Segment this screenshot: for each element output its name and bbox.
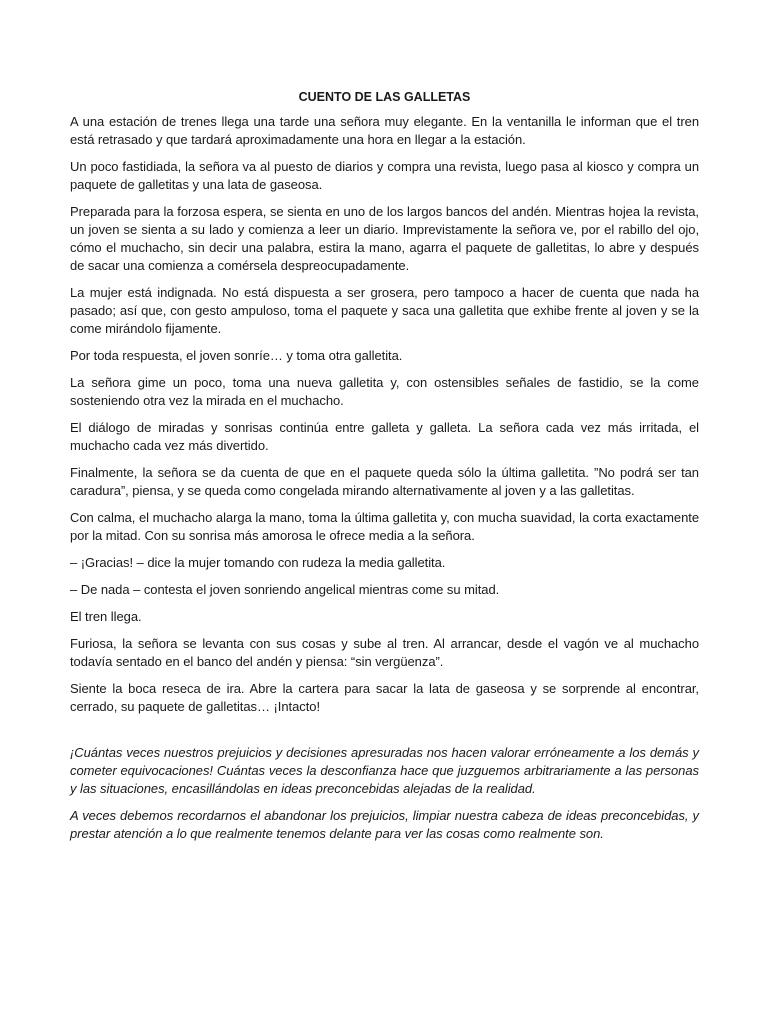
story-paragraph-2: Un poco fastidiada, la señora va al puesto de diarios y compra una revista, luego pasa al kiosco y compra un paquete de galletitas y una lata de gaseosa. — [70, 159, 699, 192]
story-paragraph-1: A una estación de trenes llega una tarde una señora muy elegante. En la ventanilla le informan que el tren está retrasado y que tardará aproximadamente una hora en llegar a la estación. — [70, 114, 699, 147]
dialogue-line-reply: – De nada – contesta el joven sonriendo angelical mientras come su mitad. — [70, 582, 500, 597]
story-paragraph-9: Con calma, el muchacho alarga la mano, toma la última galletita y, con mucha suavidad, la corta exactamente por la mitad. Con su sonrisa más amorosa le ofrece media a la señora. — [70, 510, 699, 543]
story-paragraph-8: Finalmente, la señora se da cuenta de que en el paquete queda sólo la última galletita. ”No podrá ser tan caradura”, piensa, y se queda como congelada mirando alternativamente al joven y a las galletitas. — [70, 465, 699, 498]
dialogue-line-thanks: – ¡Gracias! – dice la mujer tomando con rudeza la media galletita. — [70, 555, 446, 570]
story-paragraph-5: Por toda respuesta, el joven sonríe… y toma otra galletita. — [70, 348, 403, 363]
story-paragraph-7: El diálogo de miradas y sonrisas continúa entre galleta y galleta. La señora cada vez más irritada, el muchacho cada vez más divertido. — [70, 420, 699, 453]
story-paragraph-ending: Siente la boca reseca de ira. Abre la cartera para sacar la lata de gaseosa y se sorprende al encontrar, cerrado, su paquete de galletitas… ¡Intacto! — [70, 681, 699, 714]
story-paragraph-12: Furiosa, la señora se levanta con sus cosas y sube al tren. Al arrancar, desde el vagón ve al muchacho todavía sentado en el banco del andén y piensa: “sin vergüenza”. — [70, 636, 699, 669]
moral-paragraph-2: A veces debemos recordarnos el abandonar los prejuicios, limpiar nuestra cabeza de ideas preconcebidas, y prestar atención a lo que realmente tenemos delante para ver las cosas como realmente son. — [70, 808, 699, 841]
document-title: CUENTO DE LAS GALLETAS — [298, 90, 471, 104]
document-page — [70, 88, 699, 852]
story-paragraph-train-arrives: El tren llega. — [70, 609, 142, 624]
story-paragraph-3: Preparada para la forzosa espera, se sienta en uno de los largos bancos del andén. Mientras hojea la revista, un joven se sienta a su lado y comienza a leer un diario. Imprevistamente la señora ve, por el rabillo del ojo, cómo el muchacho, sin decir una palabra, estira la mano, agarra el paquete de galletitas, lo abre y después de sacar una comienza a comérsela despreocupadamente. — [70, 204, 699, 273]
story-paragraph-4: La mujer está indignada. No está dispuesta a ser grosera, pero tampoco a hacer de cuenta que nada ha pasado; así que, con gesto ampuloso, toma el paquete y saca una galletita que exhibe frente al joven y se la come mirándolo fijamente. — [70, 285, 699, 336]
story-paragraph-6: La señora gime un poco, toma una nueva galletita y, con ostensibles señales de fastidio, se la come sosteniendo otra vez la mirada en el muchacho. — [70, 375, 699, 408]
moral-paragraph-1: ¡Cuántas veces nuestros prejuicios y decisiones apresuradas nos hacen valorar erróneamente a los demás y cometer equivocaciones! Cuántas veces la desconfianza hace que juzguemos arbitrariamente a las personas y las situaciones, encasillándolas en ideas preconcebidas alejadas de la realidad. — [70, 745, 699, 796]
